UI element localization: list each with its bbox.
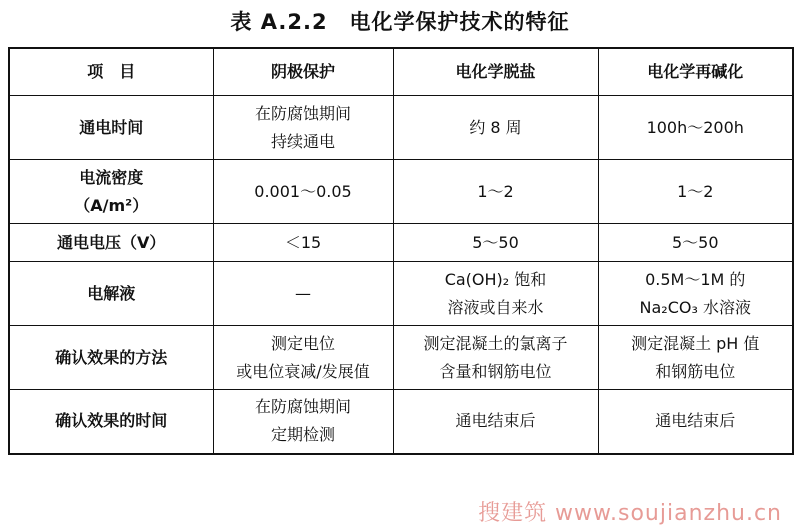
row-label-line: 确认效果的方法 [55,347,168,367]
cell-line: 测定混凝土的氯离子 [423,333,568,353]
header-desalination: 电化学脱盐 [393,48,598,96]
row-verify-time [9,390,793,454]
row-current-density [9,160,793,224]
table-cell [213,390,393,454]
cell-line: Ca(OH)₂ 饱和 [444,269,547,289]
cell-line: 0.001～0.05 [254,181,352,201]
row-label [9,160,213,224]
table-cell [393,390,598,454]
cell-line: 通电结束后 [655,411,736,431]
table-cell [213,160,393,224]
cell-line: 溶液或自来水 [447,297,544,317]
table-cell [213,262,393,326]
row-label-line: 通电时间 [79,117,144,137]
table-cell [213,326,393,390]
table-cell [213,96,393,160]
cell-line: 约 8 周 [469,117,522,137]
table-cell [213,224,393,262]
cell-line: 5～50 [671,232,719,252]
cell-line: 1～2 [477,181,514,201]
row-label-line: 电流密度 [79,167,144,187]
cell-line: — [295,283,311,303]
cell-line: 5～50 [472,232,519,252]
row-label [9,326,213,390]
row-label-line: 通电电压（V） [57,232,166,252]
row-electrolyte [9,262,793,326]
row-label-line: （A/m²） [74,195,149,215]
table-cell [393,326,598,390]
cell-line: 在防腐蚀期间 [254,103,351,123]
table-cell [393,160,598,224]
table-cell [598,96,793,160]
row-label [9,96,213,160]
cell-line: 定期检测 [270,425,335,445]
cell-line: 和钢筋电位 [655,361,736,381]
cell-line: 100h～200h [646,117,744,137]
cell-line: 0.5M～1M 的 [645,269,746,289]
table-caption: 表 A.2.2 电化学保护技术的特征 [230,10,570,34]
header-item: 项 目 [9,48,213,96]
watermark: 搜建筑 www.soujianzhu.cn [478,501,782,526]
cell-line: Na₂CO₃ 水溶液 [639,297,751,317]
table-cell [598,390,793,454]
cell-line: 在防腐蚀期间 [254,397,351,417]
cell-line: 持续通电 [270,131,335,151]
table-cell [598,326,793,390]
row-label [9,262,213,326]
row-voltage [9,224,793,262]
cell-line: 通电结束后 [455,411,536,431]
table-cell [598,262,793,326]
table-cell [393,224,598,262]
cell-line: ＜15 [284,232,322,252]
table-cell [393,96,598,160]
table-cell [598,224,793,262]
header-cathodic-protection: 阴极保护 [213,48,393,96]
row-verify-method [9,326,793,390]
cell-line: 测定电位 [270,333,335,353]
header-realkalization: 电化学再碱化 [598,48,793,96]
header-row [9,48,793,96]
row-label [9,390,213,454]
row-energizing-time [9,96,793,160]
table-cell [393,262,598,326]
row-label [9,224,213,262]
cell-line: 1～2 [677,181,714,201]
cell-line: 含量和钢筋电位 [439,361,552,381]
cell-line: 测定混凝土 pH 值 [631,333,760,353]
row-label-line: 确认效果的时间 [55,411,168,431]
row-label-line: 电解液 [87,283,136,303]
cell-line: 或电位衰减/发展值 [236,361,370,381]
electrochemical-protection-table [8,47,794,455]
table-cell [598,160,793,224]
